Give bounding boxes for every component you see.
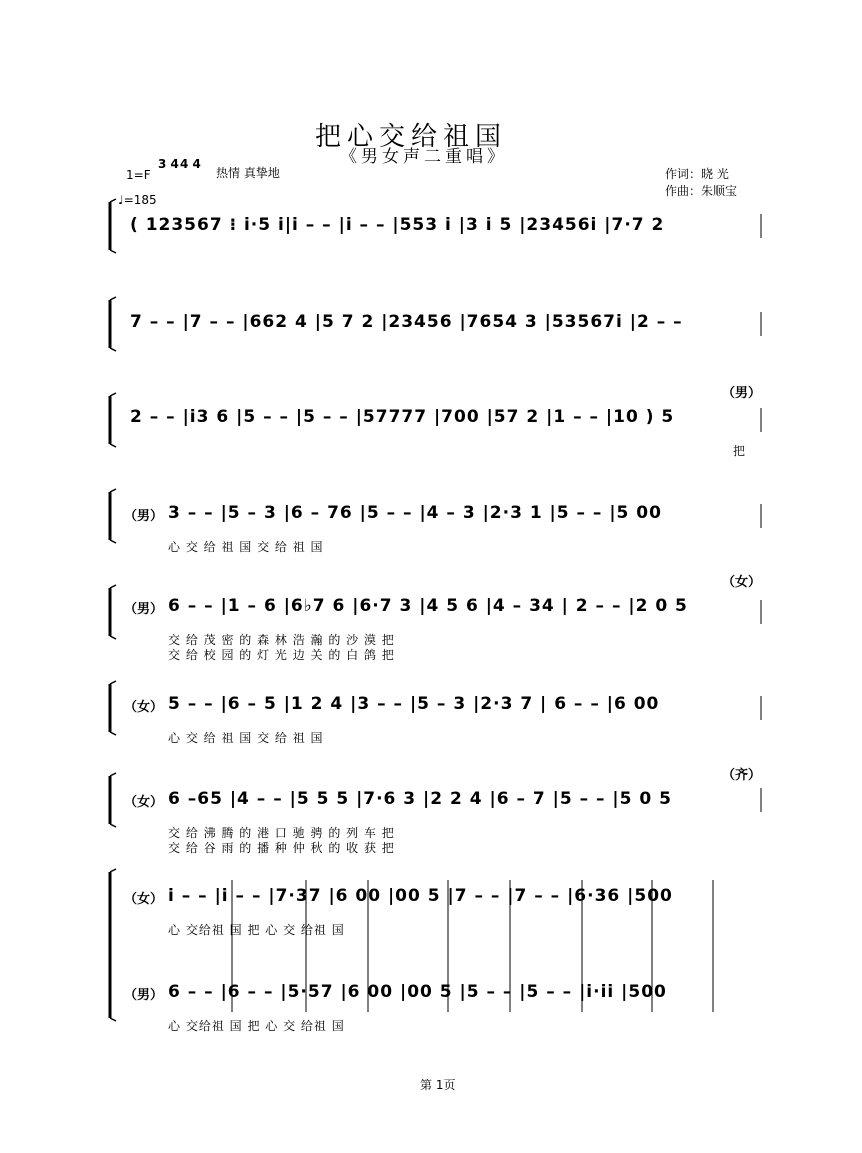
bar-line (110, 489, 116, 492)
expression-mark: 热情 真挚地 (216, 166, 280, 180)
voice-label: （男） (124, 988, 164, 1003)
bar-line (110, 636, 116, 639)
bar-line (110, 824, 116, 827)
key-signature: 1=F (126, 168, 151, 182)
notation-line: 2 – – |i3 6 |5 – – |5 – – |57777 |700 |57 2 |1 – – |10 ) 5 (130, 407, 675, 427)
voice-label: （男） (124, 509, 164, 524)
voice-entry-label: （齐） (722, 768, 762, 783)
notation-line: 3 – – |5 – 3 |6 – 76 |5 – – |4 – 3 |2·3 1 |5 – – |5 00 (168, 503, 662, 523)
time-signature-1: 3 4 (158, 157, 179, 171)
page-subtitle: 《男女声二重唱》 (340, 147, 508, 167)
page-number: 第 1页 (420, 1078, 456, 1092)
notation-line: i – – |i – – |7·37 |6 00 |00 5 |7 – – |7 – – |6·36 |500 (168, 886, 673, 906)
bar-line (110, 297, 116, 300)
lyric-line: 心 交 给 祖 国 交 给 祖 国 (168, 731, 324, 745)
notation-line: 6 –65 |4 – – |5 5 5 |7·6 3 |2 2 4 |6 – 7 |5 – – |5 0 5 (168, 789, 672, 809)
lyric-line: 心 交给祖 国 把 心 交 给祖 国 (168, 1019, 345, 1033)
notation-line: ( 123567 ⁝ i·5 i|i – – |i – – |553 i |3 i 5 |23456i |7·7 2 (130, 215, 665, 235)
voice-label: （女） (124, 892, 164, 907)
composer-credit: 作曲：朱顺宝 (665, 184, 738, 198)
lyric-line: 心 交给祖 国 把 心 交 给祖 国 (168, 923, 345, 937)
notation-line: 5 – – |6 – 5 |1 2 4 |3 – – |5 – 3 |2·3 7 | 6 – – |6 00 (168, 694, 660, 714)
lyricist-credit: 作词：晓 光 (665, 167, 729, 181)
bar-line (110, 540, 116, 543)
voice-entry-label: （女） (722, 575, 762, 590)
voice-entry-label: （男） (722, 386, 762, 401)
notation-line: 7 – – |7 – – |662 4 |5 7 2 |23456 |7654 3 |53567i |2 – – (130, 312, 683, 332)
pickup-lyric: 把 (733, 444, 747, 458)
lyric-line: 心 交 给 祖 国 交 给 祖 国 (168, 540, 324, 554)
notation-line: 6 – – |6 – – |5·57 |6 00 |00 5 |5 – – |5 – – |i·ii |500 (168, 982, 667, 1002)
lyric-line-2: 交 给 谷 雨 的 播 种 仲 秋 的 收 获 把 (168, 841, 395, 855)
tempo-mark: ♩=185 (118, 193, 157, 207)
bar-line (110, 585, 116, 588)
bar-line (110, 444, 116, 447)
bar-line (110, 1018, 116, 1021)
page-title: 把心交给祖国 (315, 122, 508, 152)
bar-line (110, 199, 116, 202)
bar-line (110, 348, 116, 351)
voice-label: （男） (124, 602, 164, 617)
notation-line: 6 – – |1 – 6 |6♭7 6 |6·7 3 |4 5 6 |4 – 34 | 2 – – |2 0 5 (168, 596, 688, 616)
lyric-line: 交 给 沸 腾 的 港 口 驰 骋 的 列 车 把 (168, 826, 395, 840)
lyric-line: 交 给 茂 密 的 森 林 浩 瀚 的 沙 漠 把 (168, 633, 395, 647)
bar-line (110, 732, 116, 735)
bar-line (110, 773, 116, 776)
voice-label: （女） (124, 700, 164, 715)
bar-line (110, 250, 116, 253)
bar-line (110, 393, 116, 396)
bar-line (110, 869, 116, 872)
bar-line (110, 681, 116, 684)
lyric-line-2: 交 给 校 园 的 灯 光 边 关 的 白 鸽 把 (168, 648, 395, 662)
time-signature-2: 4 4 (180, 157, 201, 171)
voice-label: （女） (124, 795, 164, 810)
